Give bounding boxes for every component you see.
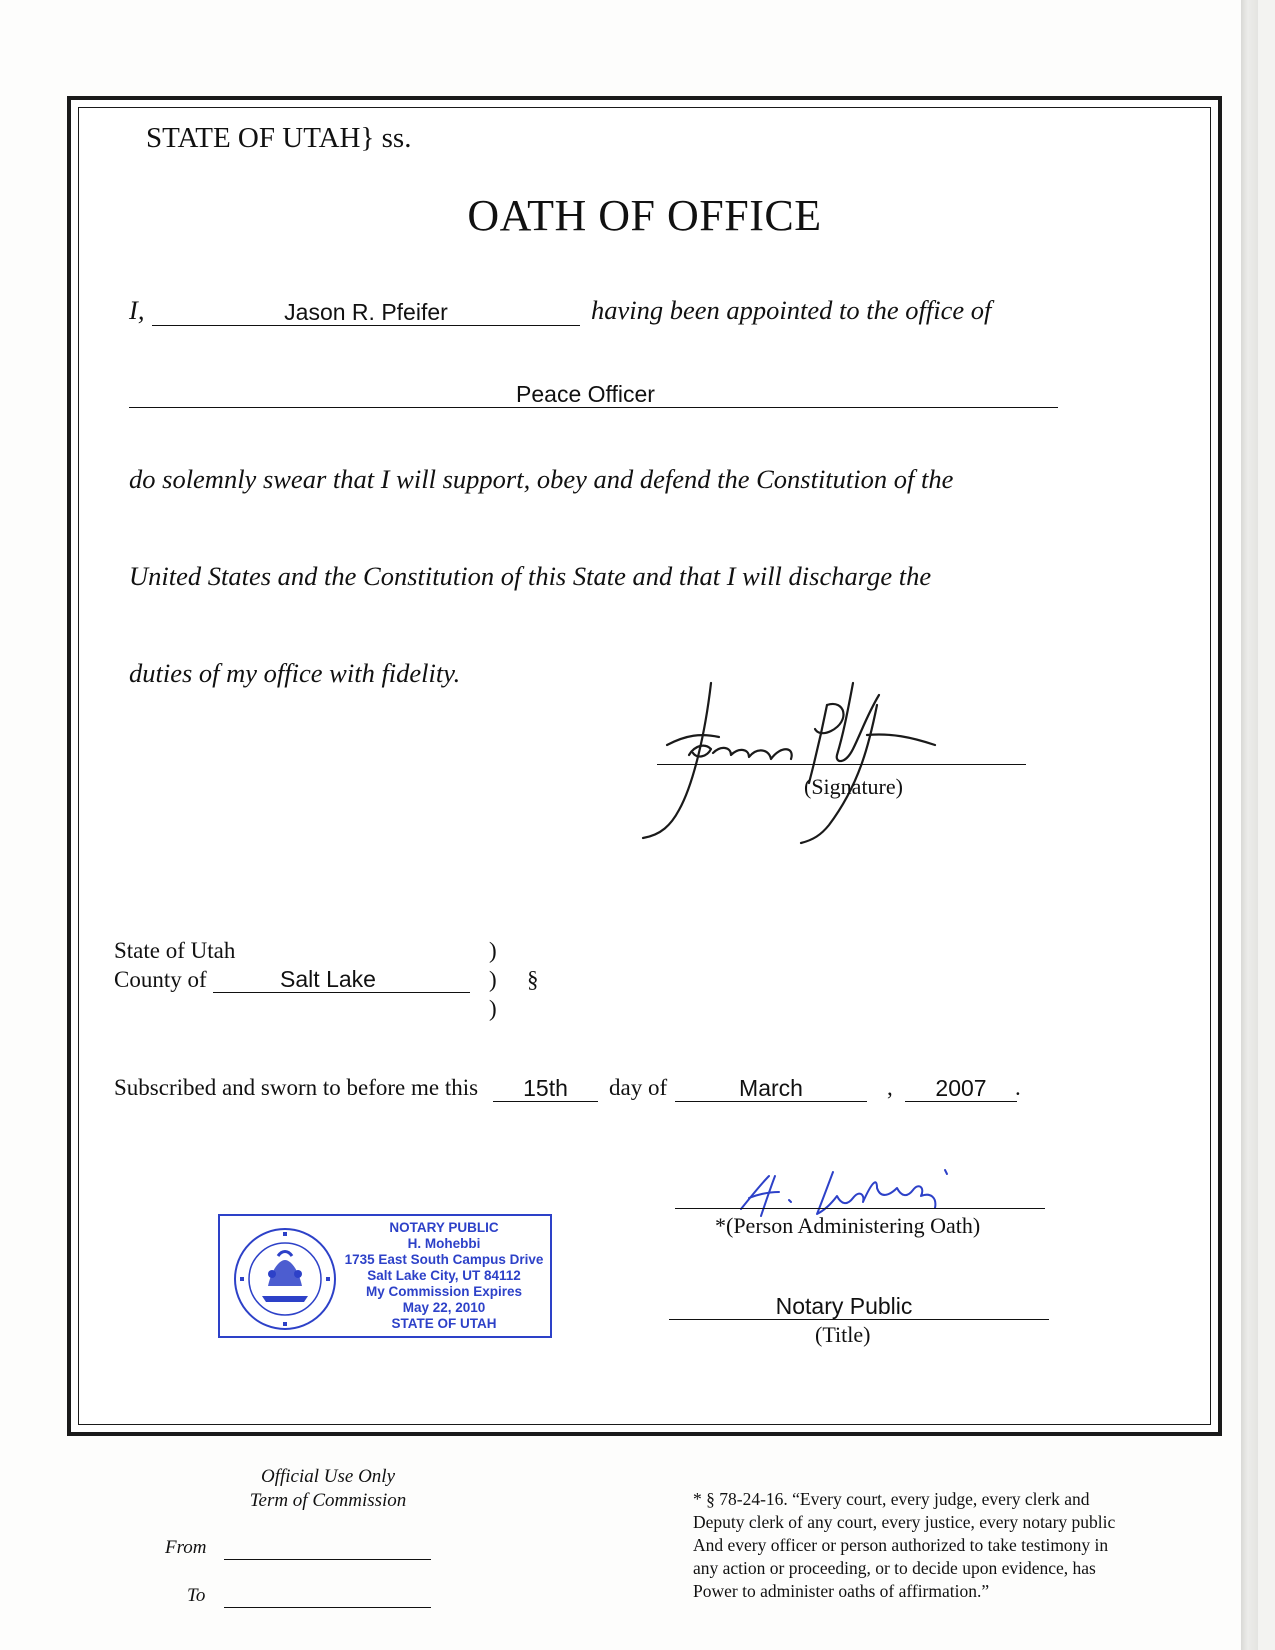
- oath-text-line-3: duties of my office with fidelity.: [129, 658, 461, 688]
- to-label: To: [187, 1585, 206, 1606]
- oath-text-line-2: United States and the Constitution of this State and that I will discharge the: [129, 561, 932, 591]
- term-of-commission-label: Term of Commission: [249, 1490, 407, 1511]
- venue-paren-2: ): [489, 967, 497, 992]
- appointee-signature: [631, 675, 991, 850]
- stamp-line-3: 1735 East South Campus Drive: [344, 1252, 544, 1267]
- date-period: .: [1015, 1075, 1021, 1100]
- appointee-name: Jason R. Pfeifer: [284, 299, 448, 325]
- oath-prefix: I,: [129, 295, 145, 325]
- state-header: STATE OF UTAH} ss.: [146, 122, 412, 154]
- statute-footnote: [693, 1488, 1213, 1603]
- stamp-line-1: NOTARY PUBLIC: [389, 1220, 499, 1235]
- stamp-line-2: H. Mohebbi: [407, 1236, 481, 1251]
- venue-paren-1: ): [489, 938, 497, 963]
- stamp-line-5: My Commission Expires: [365, 1284, 523, 1299]
- notary-stamp: [218, 1214, 552, 1338]
- signature-line: [657, 764, 1026, 765]
- stamp-line-6: May 22, 2010: [402, 1300, 486, 1315]
- administering-title: Notary Public: [775, 1293, 913, 1319]
- venue-county-label: County of: [114, 967, 207, 992]
- sworn-year: 2007: [935, 1075, 987, 1101]
- state-seal-icon: [232, 1226, 338, 1332]
- sworn-month: March: [739, 1075, 803, 1101]
- day-of-text: day of: [609, 1075, 668, 1100]
- oath-form-border: [67, 96, 1222, 1436]
- appointed-text: having been appointed to the office of: [591, 295, 992, 325]
- page-title: OATH OF OFFICE: [467, 191, 822, 240]
- administering-label: *(Person Administering Oath): [715, 1213, 981, 1238]
- oath-text-line-1: do solemnly swear that I will support, obey and defend the Constitution of the: [129, 464, 954, 494]
- title-label: (Title): [815, 1322, 871, 1347]
- venue-paren-3: ): [489, 996, 497, 1021]
- administering-signature-line: [675, 1208, 1045, 1209]
- section-symbol: §: [527, 967, 539, 992]
- sworn-text: Subscribed and sworn to before me this: [114, 1075, 479, 1100]
- office-value: Peace Officer: [516, 381, 655, 407]
- sworn-day: 15th: [523, 1075, 568, 1101]
- from-label: From: [165, 1537, 207, 1558]
- footnote-line-5: Power to administer oaths of affirmation.”: [693, 1581, 990, 1601]
- stamp-line-7: STATE OF UTAH: [391, 1316, 497, 1331]
- signature-label: (Signature): [804, 774, 903, 799]
- footnote-line-4: any action or proceeding, or to decide upon evidence, has: [693, 1558, 1096, 1578]
- footnote-line-2: Deputy clerk of any court, every justice, every notary public: [693, 1512, 1116, 1532]
- from-field: [224, 1559, 431, 1560]
- page-edge: [1241, 0, 1258, 1650]
- footnote-line-3: And every officer or person authorized to take testimony in: [693, 1535, 1109, 1555]
- official-use-label: Official Use Only: [260, 1466, 396, 1487]
- venue-state: State of Utah: [114, 938, 236, 963]
- date-comma: ,: [887, 1075, 893, 1100]
- to-field: [224, 1607, 431, 1608]
- footnote-line-1: * § 78-24-16. “Every court, every judge, every clerk and: [693, 1489, 1090, 1509]
- stamp-text: [338, 1220, 550, 1332]
- stamp-line-4: Salt Lake City, UT 84112: [367, 1268, 521, 1283]
- county-value: Salt Lake: [280, 966, 376, 992]
